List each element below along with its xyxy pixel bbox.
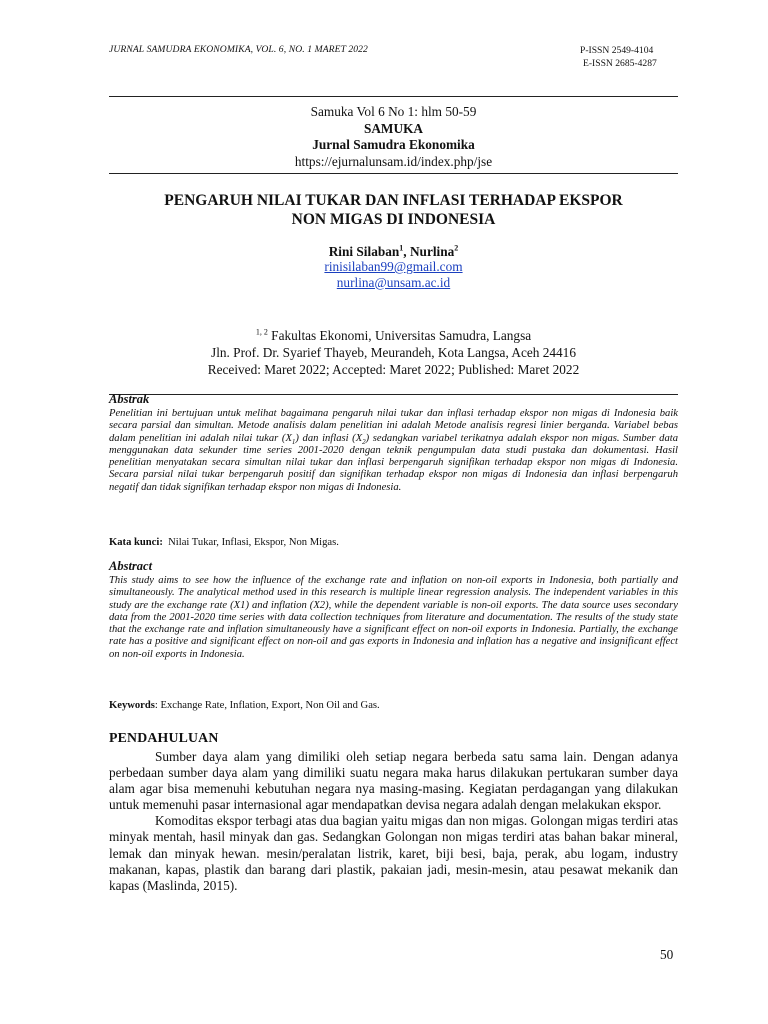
author-block <box>109 244 678 290</box>
journal-name: Jurnal Samudra Ekonomika <box>312 137 475 152</box>
affiliation-sup: 1, 2 <box>255 327 268 337</box>
author-1-email-link[interactable]: rinisilaban99@gmail.com <box>324 259 463 274</box>
keywords <box>109 700 678 711</box>
author-1: Rini Silaban <box>328 244 400 259</box>
publication-dates: Received: Maret 2022; Accepted: Maret 2022; Published: Maret 2022 <box>207 362 580 377</box>
journal-citation: Samuka Vol 6 No 1: hlm 50-59 <box>310 104 477 119</box>
running-header-issn <box>580 44 657 70</box>
title-line-2: NON MIGAS DI INDONESIA <box>291 211 496 228</box>
abstrak-heading: Abstrak <box>109 392 150 406</box>
kata-kunci <box>109 537 678 548</box>
affiliation-address: Jln. Prof. Dr. Syarief Thayeb, Meurandeh, Kota Langsa, Aceh 24416 <box>211 345 576 360</box>
pendahuluan-heading: PENDAHULUAN <box>109 730 219 745</box>
paper-title <box>109 191 678 229</box>
eissn: E-ISSN 2685-4287 <box>583 58 657 69</box>
abstrak-sub-1: 1 <box>291 437 296 446</box>
running-header-journal: JURNAL SAMUDRA EKONOMIKA, VOL. 6, NO. 1 MARET 2022 <box>109 44 368 55</box>
pendahuluan-body <box>109 749 678 894</box>
abstrak-text <box>109 408 678 494</box>
paragraph: Sumber daya alam yang dimiliki oleh setiap negara berbeda satu sama lain. Dengan adanya perbedaan sumber daya alam yang dimiliki suatu negara maka harus dilakukan pertukaran sumber daya alam agar bisa memenuhi kebutuhan negara nya masing-masing. Kegiatan perdagangan yang dilakukan untuk memenuhi pasar internasional agar mendapatkan devisa negara adalah dengan melakukan ekspor. <box>109 749 678 813</box>
affiliation-institution-line <box>109 327 678 344</box>
abstrak-text-b: ) dan inflasi (X <box>295 432 363 444</box>
kata-kunci-label: Kata kunci: <box>109 537 163 548</box>
author-2-email-link[interactable]: nurlina@unsam.ac.id <box>336 274 451 290</box>
journal-info-block <box>109 104 678 170</box>
author-separator: , <box>403 244 410 259</box>
title-line-1: PENGARUH NILAI TUKAR DAN INFLASI TERHADAP EKSPOR <box>164 192 623 209</box>
keywords-label: Keywords <box>109 700 155 711</box>
journal-acronym: SAMUKA <box>363 120 424 136</box>
kata-kunci-text: Nilai Tukar, Inflasi, Ekspor, Non Migas. <box>168 537 339 548</box>
keywords-text: : Exchange Rate, Inflation, Export, Non Oil and Gas. <box>154 700 380 711</box>
abstrak-text-a: Penelitian ini bertujuan untuk melihat bagaimana pengaruh nilai tukar dan inflasi terhadap ekspor non migas di Indonesia baik secara parsial dan simultan. Metode analisis dalam penelitian ini adalah Metode analisis regresi linier berganda. Variabel bebas dalam penelitian ini adalah nilai tukar (X <box>109 408 678 444</box>
top-rule <box>109 96 678 97</box>
abstrak-text-c: ) sedangkan variabel terikatnya adalah ekspor non migas. Sumber data menggunakan data sekunder time series 2001-2020 dengan teknik pengumpulan data studi pustaka dan dokumentasi. Hasil penelitian menyatakan secara simultan nilai tukar dan inflasi berpengaruh signifikan terhadap ekspor non migas di Indonesia. Secara parsial nilai tukar berpengaruh positif dan signifikan terhadap ekspor non migas di Indonesia dan inflasi berpengaruh negatif dan tidak signifikan terhadap ekspor non migas di Indonesia. <box>109 432 678 493</box>
journal-url[interactable]: https://ejurnalunsam.id/index.php/jse <box>294 153 493 169</box>
title-rule <box>109 173 678 174</box>
abstrak-sub-2: 2 <box>362 437 366 446</box>
pissn: P-ISSN 2549-4104 <box>580 45 654 56</box>
abstract-rule <box>109 394 678 395</box>
abstract-heading: Abstract <box>109 559 153 573</box>
affiliation-institution: Fakultas Ekonomi, Universitas Samudra, Langsa <box>271 328 532 343</box>
author-2: Nurlina <box>409 244 455 259</box>
affiliation-block <box>109 327 678 378</box>
author-names <box>109 244 678 259</box>
abstract-text: This study aims to see how the influence of the exchange rate and inflation on non-oil exports in Indonesia, both partially and simultaneously. The analytical method used in this research is multiple linear regression analysis. The independent variables in this study are the exchange rate (X1) and inflation (X2), while the dependent variable is non-oil exports. The data source uses secondary data from the 2001-2020 time series with data collection techniques from literature and documentation. The results of the study state that the exchange rate and inflation simultaneously have a significant effect on non-oil exports in Indonesia. Partially, the exchange rate has a positive and significant effect on non-oil and gas exports in Indonesia and inflation has a negative and insignificant effect on non-oil exports in Indonesia. <box>109 575 678 660</box>
page-number: 50 <box>660 947 674 962</box>
author-1-affil: 1 <box>399 243 404 253</box>
author-2-affil: 2 <box>454 243 459 253</box>
paragraph: Komoditas ekspor terbagi atas dua bagian yaitu migas dan non migas. Golongan migas terdiri atas minyak mentah, hasil minyak dan gas. Sedangkan Golongan non migas terdiri atas bahan bakar mineral, lemak dan minyak hewan. mesin/peralatan listrik, karet, biji besi, baja, perak, abu logam, industry makanan, kapas, plastik dan barang dari plastik, pakaian jadi, mesin-mesin, atau pesawat mekanik dan kapas (Maslinda, 2015). <box>109 813 678 893</box>
